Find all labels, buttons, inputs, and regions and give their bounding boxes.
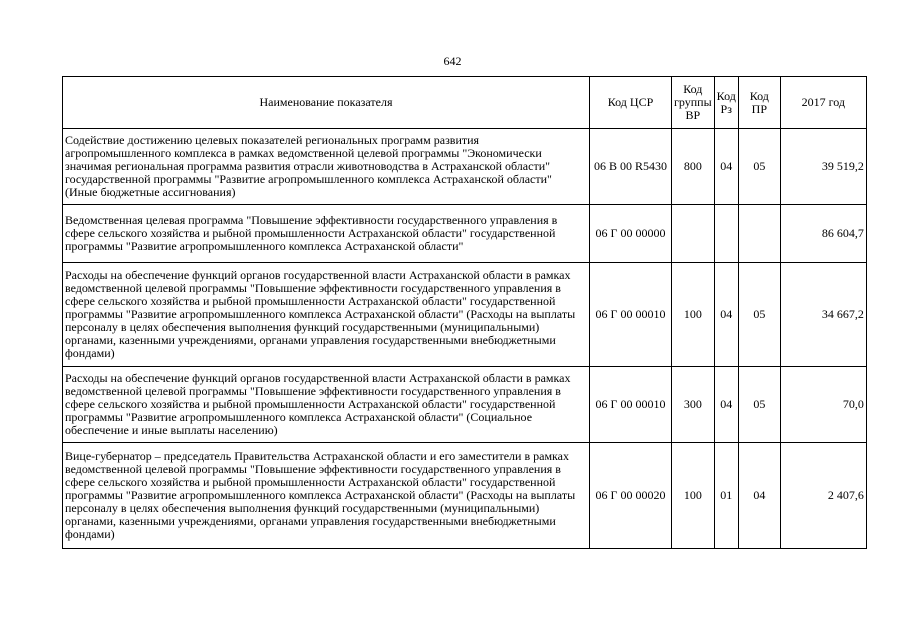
table-row [63, 443, 867, 549]
header-year: 2017 год [780, 77, 866, 129]
row-pr: 04 [738, 443, 780, 549]
row-name: Ведомственная целевая программа "Повышение эффективности государственного управления в сфере сельского хозяйства и рыбной промышленности Астраханской области" государственной программы "Развитие агропромышленного комплекса Астраханской области" [63, 205, 590, 263]
header-pr: Код ПР [738, 77, 780, 129]
row-pr: 05 [738, 129, 780, 205]
header-csr: Код ЦСР [590, 77, 672, 129]
table-row [63, 367, 867, 443]
row-amount: 39 519,2 [780, 129, 866, 205]
row-vr: 800 [672, 129, 715, 205]
row-rz [714, 205, 738, 263]
row-rz: 04 [714, 367, 738, 443]
row-csr: 06 Г 00 00010 [590, 263, 672, 367]
row-pr: 05 [738, 263, 780, 367]
row-amount: 34 667,2 [780, 263, 866, 367]
header-row [63, 77, 867, 129]
row-amount: 86 604,7 [780, 205, 866, 263]
row-csr: 06 Г 00 00020 [590, 443, 672, 549]
row-amount: 70,0 [780, 367, 866, 443]
row-csr: 06 Г 00 00000 [590, 205, 672, 263]
row-name: Расходы на обеспечение функций органов государственной власти Астраханской области в рамках ведомственной целевой программы "Повышение эффективности государственного управления в сфере сельского хозяйства и рыбной промышленности Астраханской области" государственной программы "Развитие агропромышленного комплекса Астраханской области" (Расходы на выплаты персоналу в целях обеспечения выполнения функций государственными (муниципальными) органами, казенными учреждениями, органами управления государственными внебюджетными фондами) [63, 263, 590, 367]
row-name: Расходы на обеспечение функций органов государственной власти Астраханской области в рамках ведомственной целевой программы "Повышение эффективности государственного управления в сфере сельского хозяйства и рыбной промышленности Астраханской области" государственной программы "Развитие агропромышленного комплекса Астраханской области" (Социальное обеспечение и иные выплаты населению) [63, 367, 590, 443]
row-vr: 100 [672, 443, 715, 549]
row-pr [738, 205, 780, 263]
row-csr: 06 В 00 R5430 [590, 129, 672, 205]
row-name: Содействие достижению целевых показателей региональных программ развития агропромышленного комплекса в рамках ведомственной целевой программы "Экономически значимая региональная программа развития отрасли животноводства в Астраханской области" государственной программы "Развитие агропромышленного комплекса Астраханской области" (Иные бюджетные ассигнования) [63, 129, 590, 205]
row-rz: 04 [714, 129, 738, 205]
table-row [63, 263, 867, 367]
table-row [63, 129, 867, 205]
page-number: 642 [443, 54, 462, 68]
row-vr: 100 [672, 263, 715, 367]
row-vr: 300 [672, 367, 715, 443]
header-name: Наименование показателя [63, 77, 590, 129]
row-name: Вице-губернатор – председатель Правительства Астраханской области и его заместители в рамках ведомственной целевой программы "Повышение эффективности государственного управления в сфере сельского хозяйства и рыбной промышленности Астраханской области" государственной программы "Развитие агропромышленного комплекса Астраханской области" (Расходы на выплаты персоналу в целях обеспечения выполнения функций государственными (муниципальными) органами, казенными учреждениями, органами управления государственными внебюджетными фондами) [63, 443, 590, 549]
row-amount: 2 407,6 [780, 443, 866, 549]
row-rz: 04 [714, 263, 738, 367]
budget-table [62, 76, 867, 549]
header-vr: Код группы ВР [672, 77, 715, 129]
row-rz: 01 [714, 443, 738, 549]
row-vr [672, 205, 715, 263]
row-csr: 06 Г 00 00010 [590, 367, 672, 443]
row-pr: 05 [738, 367, 780, 443]
header-rz: Код Рз [714, 77, 738, 129]
table-row [63, 205, 867, 263]
